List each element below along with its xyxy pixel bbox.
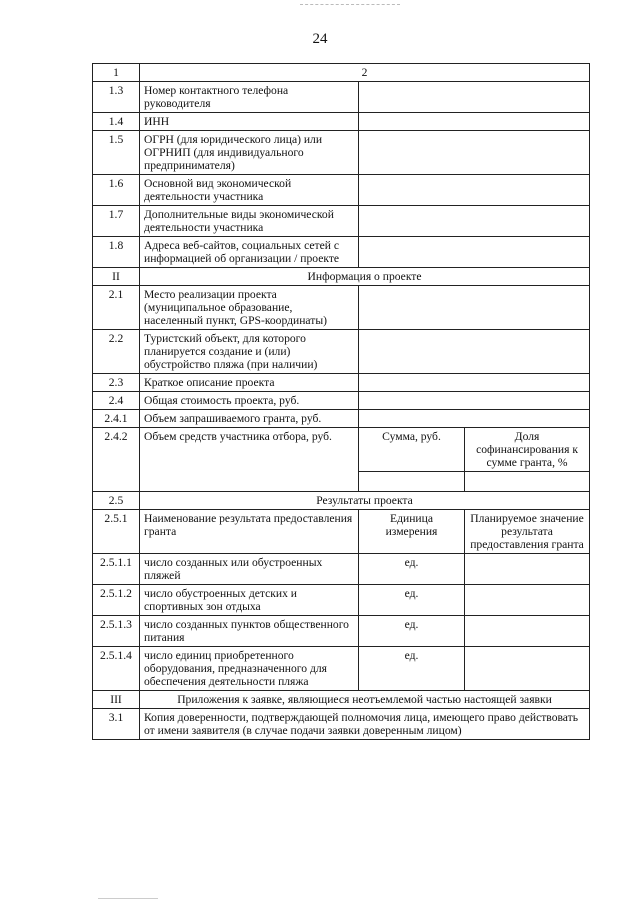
table-row — [93, 82, 590, 113]
bottom-edge-mark — [98, 898, 158, 899]
row-number: 2.4 — [93, 392, 140, 410]
table-row — [93, 330, 590, 374]
row-number: 1.6 — [93, 175, 140, 206]
value-cell — [359, 175, 590, 206]
row-number: 2.4.1 — [93, 410, 140, 428]
table-row — [93, 585, 590, 616]
row-number: 2.1 — [93, 286, 140, 330]
section-row — [93, 268, 590, 286]
top-edge-line — [300, 4, 400, 5]
value-cell — [359, 131, 590, 175]
row-label: Общая стоимость проекта, руб. — [140, 392, 359, 410]
unit-cell: ед. — [359, 585, 465, 616]
share-value-cell — [465, 472, 590, 492]
section-number: III — [93, 691, 140, 709]
row-number: 1.8 — [93, 237, 140, 268]
row-label: число обустроенных детских и спортивных зон отдыха — [140, 585, 359, 616]
unit-cell: ед. — [359, 616, 465, 647]
row-number: 2.5.1.1 — [93, 554, 140, 585]
row-label: Дополнительные виды экономической деятельности участника — [140, 206, 359, 237]
header-col-2: 2 — [140, 64, 590, 82]
table-row — [93, 206, 590, 237]
page-number: 24 — [312, 31, 328, 47]
row-number: 2.5.1.3 — [93, 616, 140, 647]
value-cell — [359, 237, 590, 268]
row-number: 3.1 — [93, 709, 140, 740]
row-label: Объем средств участника отбора, руб. — [140, 428, 359, 492]
row-label: Туристский объект, для которого планируется создание и (или) обустройство пляжа (при наличии) — [140, 330, 359, 374]
row-number: 2.2 — [93, 330, 140, 374]
table-row — [93, 286, 590, 330]
table-row — [93, 554, 590, 585]
row-label: Адреса веб-сайтов, социальных сетей с информацией об организации / проекте — [140, 237, 359, 268]
section-number: 2.5 — [93, 492, 140, 510]
table-row — [93, 647, 590, 691]
section-row — [93, 691, 590, 709]
row-label: Наименование результата предоставления гранта — [140, 510, 359, 554]
row-label: Основной вид экономической деятельности участника — [140, 175, 359, 206]
value-cell — [359, 392, 590, 410]
planned-value-cell — [465, 647, 590, 691]
row-label: ИНН — [140, 113, 359, 131]
row-label: Номер контактного телефона руководителя — [140, 82, 359, 113]
unit-cell: ед. — [359, 647, 465, 691]
table-row — [93, 616, 590, 647]
section-title: Информация о проекте — [140, 268, 590, 286]
section-title: Результаты проекта — [140, 492, 590, 510]
row-label: Копия доверенности, подтверждающей полномочия лица, имеющего право действовать от имени заявителя (в случае подачи заявки доверенным лицом) — [140, 709, 590, 740]
planned-value-cell — [465, 616, 590, 647]
planned-value-cell — [465, 585, 590, 616]
row-number: 2.5.1.4 — [93, 647, 140, 691]
application-form-table — [92, 63, 590, 740]
row-label: число единиц приобретенного оборудования, предназначенного для обеспечения деятельности пляжа — [140, 647, 359, 691]
row-number: 1.4 — [93, 113, 140, 131]
table-row — [93, 428, 590, 472]
unit-cell: ед. — [359, 554, 465, 585]
section-number: II — [93, 268, 140, 286]
row-label: число созданных или обустроенных пляжей — [140, 554, 359, 585]
table-row — [93, 131, 590, 175]
header-row — [93, 64, 590, 82]
sum-value-cell — [359, 472, 465, 492]
row-label: Краткое описание проекта — [140, 374, 359, 392]
row-number: 2.3 — [93, 374, 140, 392]
share-column-header: Доля софинансирования к сумме гранта, % — [465, 428, 590, 472]
value-cell — [359, 374, 590, 392]
row-number: 1.3 — [93, 82, 140, 113]
planned-value-column-header: Планируемое значение результата предоставления гранта — [465, 510, 590, 554]
section-row — [93, 492, 590, 510]
value-cell — [359, 206, 590, 237]
value-cell — [359, 113, 590, 131]
row-label: число созданных пунктов общественного питания — [140, 616, 359, 647]
table-row — [93, 410, 590, 428]
value-cell — [359, 286, 590, 330]
row-label: ОГРН (для юридического лица) или ОГРНИП (для индивидуального предпринимателя) — [140, 131, 359, 175]
table-row — [93, 374, 590, 392]
unit-column-header: Единица измерения — [359, 510, 465, 554]
table-row — [93, 510, 590, 554]
row-number: 2.5.1 — [93, 510, 140, 554]
section-title: Приложения к заявке, являющиеся неотъемлемой частью настоящей заявки — [140, 691, 590, 709]
table-row — [93, 113, 590, 131]
table-row — [93, 709, 590, 740]
planned-value-cell — [465, 554, 590, 585]
row-number: 2.5.1.2 — [93, 585, 140, 616]
row-label: Объем запрашиваемого гранта, руб. — [140, 410, 359, 428]
value-cell — [359, 330, 590, 374]
sum-column-header: Сумма, руб. — [359, 428, 465, 472]
header-col-1: 1 — [93, 64, 140, 82]
row-number: 1.7 — [93, 206, 140, 237]
table-row — [93, 237, 590, 268]
table-row — [93, 175, 590, 206]
value-cell — [359, 82, 590, 113]
row-number: 2.4.2 — [93, 428, 140, 492]
row-label: Место реализации проекта (муниципальное образование, населенный пункт, GPS-координаты) — [140, 286, 359, 330]
row-number: 1.5 — [93, 131, 140, 175]
value-cell — [359, 410, 590, 428]
table-row — [93, 392, 590, 410]
